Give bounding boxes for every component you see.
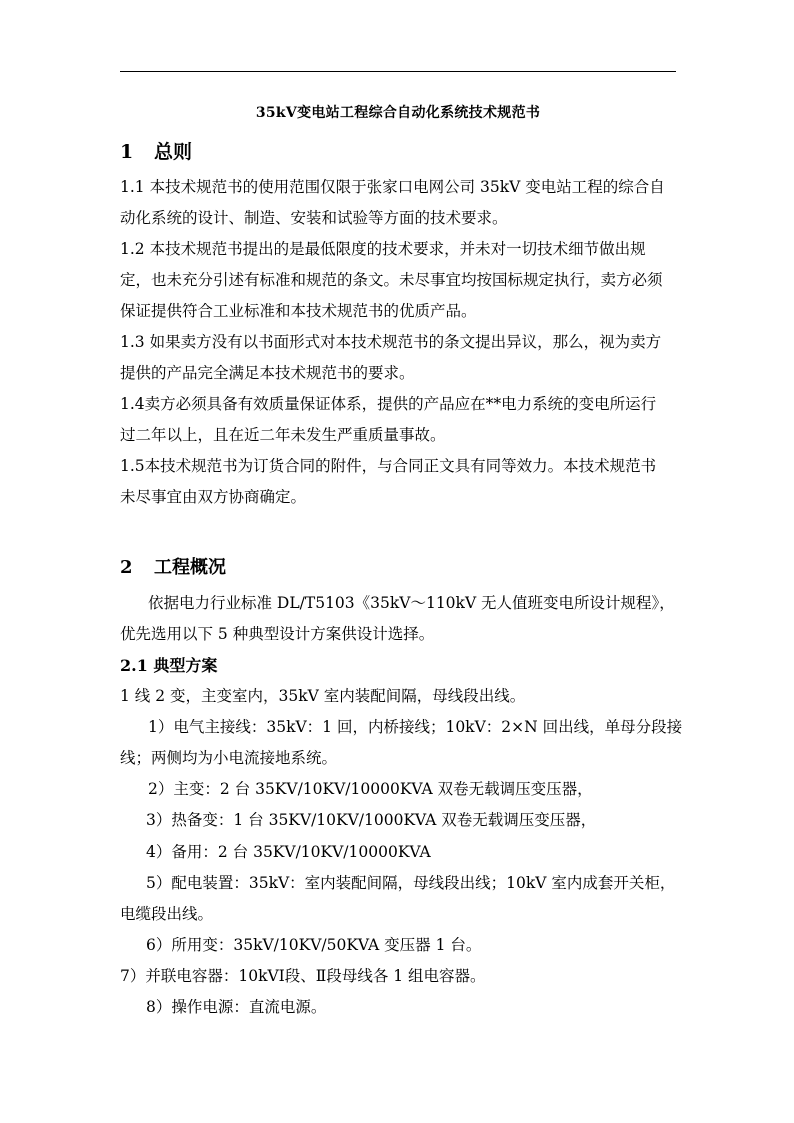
section-2-number: 2: [120, 557, 133, 578]
section-2-intro-line: 优先选用以下 5 种典型设计方案供设计选择。: [120, 625, 435, 643]
scheme-line: 1 线 2 变，主变室内，35kV 室内装配间隔，母线段出线。: [120, 687, 526, 705]
section-1-line: 1.5本技术规范书为订货合同的附件，与合同正文具有同等效力。本技术规范书: [120, 457, 657, 475]
section-2-heading: [120, 553, 226, 579]
section-1-line: 1.1 本技术规范书的使用范围仅限于张家口电网公司 35kV 变电站工程的综合自: [120, 178, 665, 196]
section-1-title: 总则: [154, 141, 193, 163]
scheme-line: 3）热备变：1 台 35KV/10KV/1000KVA 双卷无载调压变压器，: [146, 811, 597, 829]
scheme-line: 2）主变：2 台 35KV/10KV/10000KVA 双卷无载调压变压器，: [148, 780, 593, 798]
section-1-heading: [120, 137, 192, 164]
subsection-2-1-heading: 2.1 典型方案: [120, 656, 218, 675]
section-1-line: 1.2 本技术规范书提出的是最低限度的技术要求，并未对一切技术细节做出规: [120, 240, 646, 258]
scheme-line: 5）配电装置：35kV：室内装配间隔，母线段出线；10kV 室内成套开关柜，: [146, 874, 676, 892]
section-1-line: 未尽事宜由双方协商确定。: [120, 488, 307, 506]
section-1-line: 定，也未充分引述有标准和规范的条文。未尽事宜均按国标规定执行，卖方必须: [120, 271, 663, 289]
scheme-line: 6）所用变：35kV/10KV/50KVA 变压器 1 台。: [146, 936, 482, 954]
section-1-line: 动化系统的设计、制造、安装和试验等方面的技术要求。: [120, 209, 508, 227]
scheme-line: 8）操作电源：直流电源。: [146, 998, 327, 1016]
section-1-line: 1.3 如果卖方没有以书面形式对本技术规范书的条文提出异议，那么，视为卖方: [120, 333, 662, 351]
scheme-line: 4）备用：2 台 35KV/10KV/10000KVA: [146, 843, 431, 861]
header-rule: [120, 71, 676, 72]
document-title: 35kV变电站工程综合自动化系统技术规范书: [255, 105, 541, 121]
scheme-line: 电缆段出线。: [120, 905, 214, 923]
section-2-intro-line: 依据电力行业标准 DL/T5103《35kV～110kV 无人值班变电所设计规程》，: [148, 594, 675, 612]
scheme-line: 线；两侧均为小电流接地系统。: [120, 749, 338, 767]
section-1-line: 保证提供符合工业标准和本技术规范书的优质产品。: [120, 302, 477, 320]
section-1-line: 1.4卖方必须具备有效质量保证体系，提供的产品应在**电力系统的变电所运行: [120, 395, 657, 413]
scheme-line: 1）电气主接线：35kV：1 回，内桥接线；10kV：2×N 回出线，单母分段接: [148, 718, 683, 736]
scheme-line: 7）并联电容器：10kVⅠ段、Ⅱ段母线各 1 组电容器。: [120, 967, 486, 985]
section-2-title: 工程概况: [154, 557, 226, 578]
section-1-number: 1: [120, 141, 134, 163]
section-1-line: 过二年以上，且在近二年未发生严重质量事故。: [120, 426, 446, 444]
section-1-line: 提供的产品完全满足本技术规范书的要求。: [120, 364, 415, 382]
